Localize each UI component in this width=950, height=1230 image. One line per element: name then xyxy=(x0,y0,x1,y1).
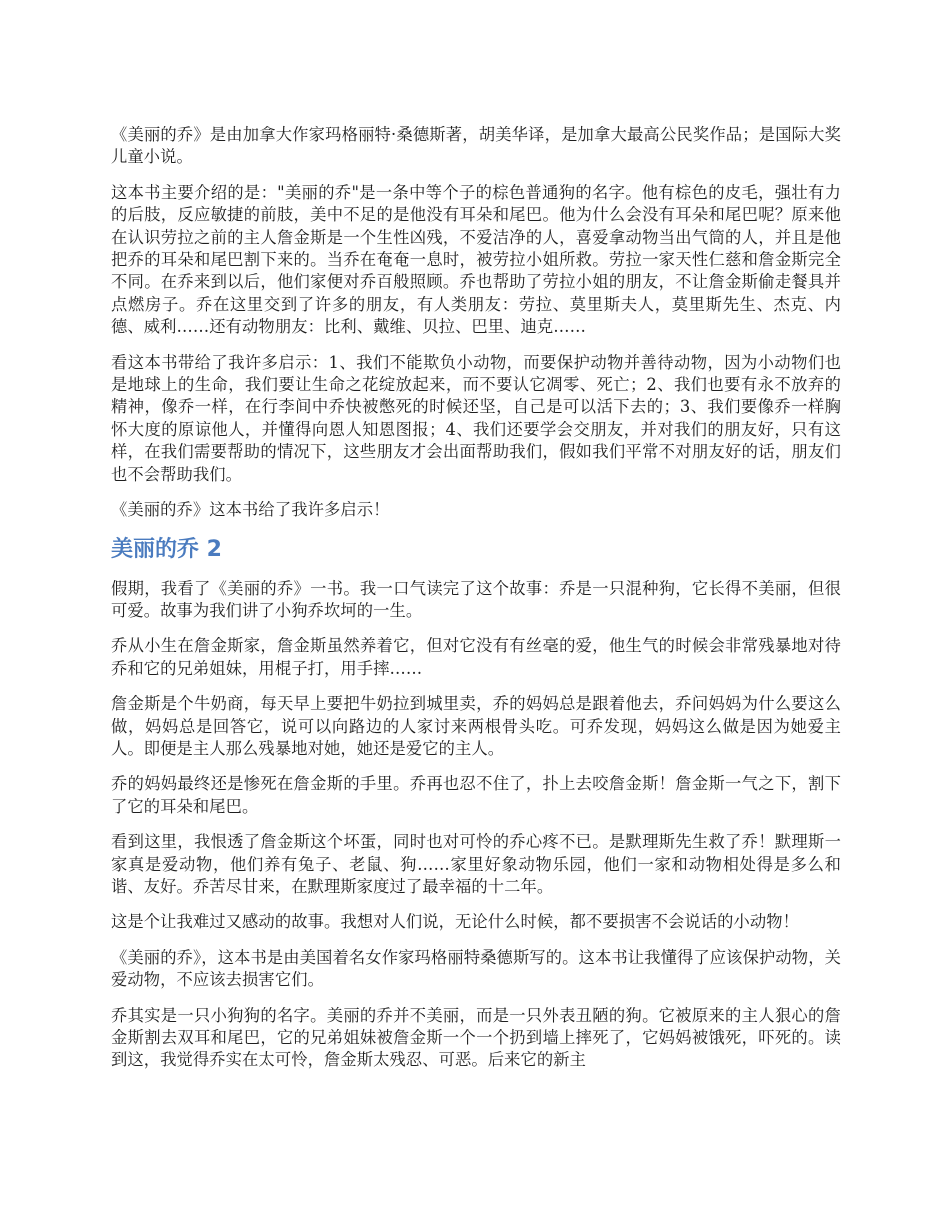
section-heading: 美丽的乔 2 xyxy=(111,536,222,562)
paragraph: 乔其实是一只小狗狗的名字。美丽的乔并不美丽，而是一只外表丑陋的狗。它被原来的主人狠心的詹金斯割去双耳和尾巴，它的兄弟姐妹被詹金斯一个一个扔到墙上摔死了，它妈妈被饿死，吓死的。读到这，我觉得乔实在太可怜，詹金斯太残忍、可恶。后来它的新主 xyxy=(111,1005,841,1070)
document-body xyxy=(111,124,841,1085)
paragraph: 假期，我看了《美丽的乔》一书。我一口气读完了这个故事：乔是一只混种狗，它长得不美丽，但很可爱。故事为我们讲了小狗乔坎坷的一生。 xyxy=(111,578,841,620)
paragraph: 看到这里，我恨透了詹金斯这个坏蛋，同时也对可怜的乔心疼不已。是默理斯先生救了乔！默理斯一家真是爱动物，他们养有兔子、老鼠、狗……家里好象动物乐园，他们一家和动物相处得是多么和谐、友好。乔苦尽甘来，在默理斯家度过了最幸福的十二年。 xyxy=(111,832,841,896)
paragraph: 看这本书带给了我许多启示：1、我们不能欺负小动物，而要保护动物并善待动物，因为小动物们也是地球上的生命，我们要让生命之花绽放起来，而不要认它凋零、死亡；2、我们也要有永不放弃的精神，像乔一样，在行李间中乔快被憋死的时候还坚，自己是可以活下去的；3、我们要像乔一样胸怀大度的原谅他人，并懂得向恩人知恩图报；4、我们还要学会交朋友，并对我们的朋友好，只有这样，在我们需要帮助的情况下，这些朋友才会出面帮助我们，假如我们平常不对朋友好的话，朋友们也不会帮助我们。 xyxy=(111,352,841,484)
paragraph: 《美丽的乔》是由加拿大作家玛格丽特·桑德斯著，胡美华译，是加拿大最高公民奖作品；是国际大奖儿童小说。 xyxy=(111,125,841,167)
paragraph: 乔从小生在詹金斯家，詹金斯虽然养着它，但对它没有有丝毫的爱，他生气的时候会非常残暴地对待乔和它的兄弟姐妹，用棍子打，用手摔…… xyxy=(111,636,841,678)
paragraph: 这是个让我难过又感动的故事。我想对人们说，无论什么时候，都不要损害不会说话的小动物！ xyxy=(111,912,800,932)
paragraph: 《美丽的乔》，这本书是由美国着名女作家玛格丽特桑德斯写的。这本书让我懂得了应该保护动物，关爱动物，不应该去损害它们。 xyxy=(111,947,841,990)
paragraph: 詹金斯是个牛奶商，每天早上要把牛奶拉到城里卖，乔的妈妈总是跟着他去，乔问妈妈为什么要这么做，妈妈总是回答它，说可以向路边的人家讨来两根骨头吃。可乔发现，妈妈这么做是因为她爱主人。即便是主人那么残暴地对她，她还是爱它的主人。 xyxy=(111,694,841,758)
paragraph: 这本书主要介绍的是："美丽的乔"是一条中等个子的棕色普通狗的名字。他有棕色的皮毛，强壮有力的后肢，反应敏捷的前肢，美中不足的是他没有耳朵和尾巴。他为什么会没有耳朵和尾巴呢？原来他在认识劳拉之前的主人詹金斯是一个生性凶残，不爱洁净的人，喜爱拿动物当出气筒的人，并且是他把乔的耳朵和尾巴割下来的。当乔在奄奄一息时，被劳拉小姐所救。劳拉一家天性仁慈和詹金斯完全不同。在乔来到以后，他们家便对乔百般照顾。乔也帮助了劳拉小姐的朋友，不让詹金斯偷走餐具并点燃房子。乔在这里交到了许多的朋友，有人类朋友：劳拉、莫里斯夫人，莫里斯先生、杰克、内德、威利……还有动物朋友：比利、戴维、贝拉、巴里、迪克…… xyxy=(111,182,841,337)
paragraph: 《美丽的乔》这本书给了我许多启示！ xyxy=(111,500,390,520)
paragraph: 乔的妈妈最终还是惨死在詹金斯的手里。乔再也忍不住了，扑上去咬詹金斯！詹金斯一气之下，割下了它的耳朵和尾巴。 xyxy=(111,774,841,816)
